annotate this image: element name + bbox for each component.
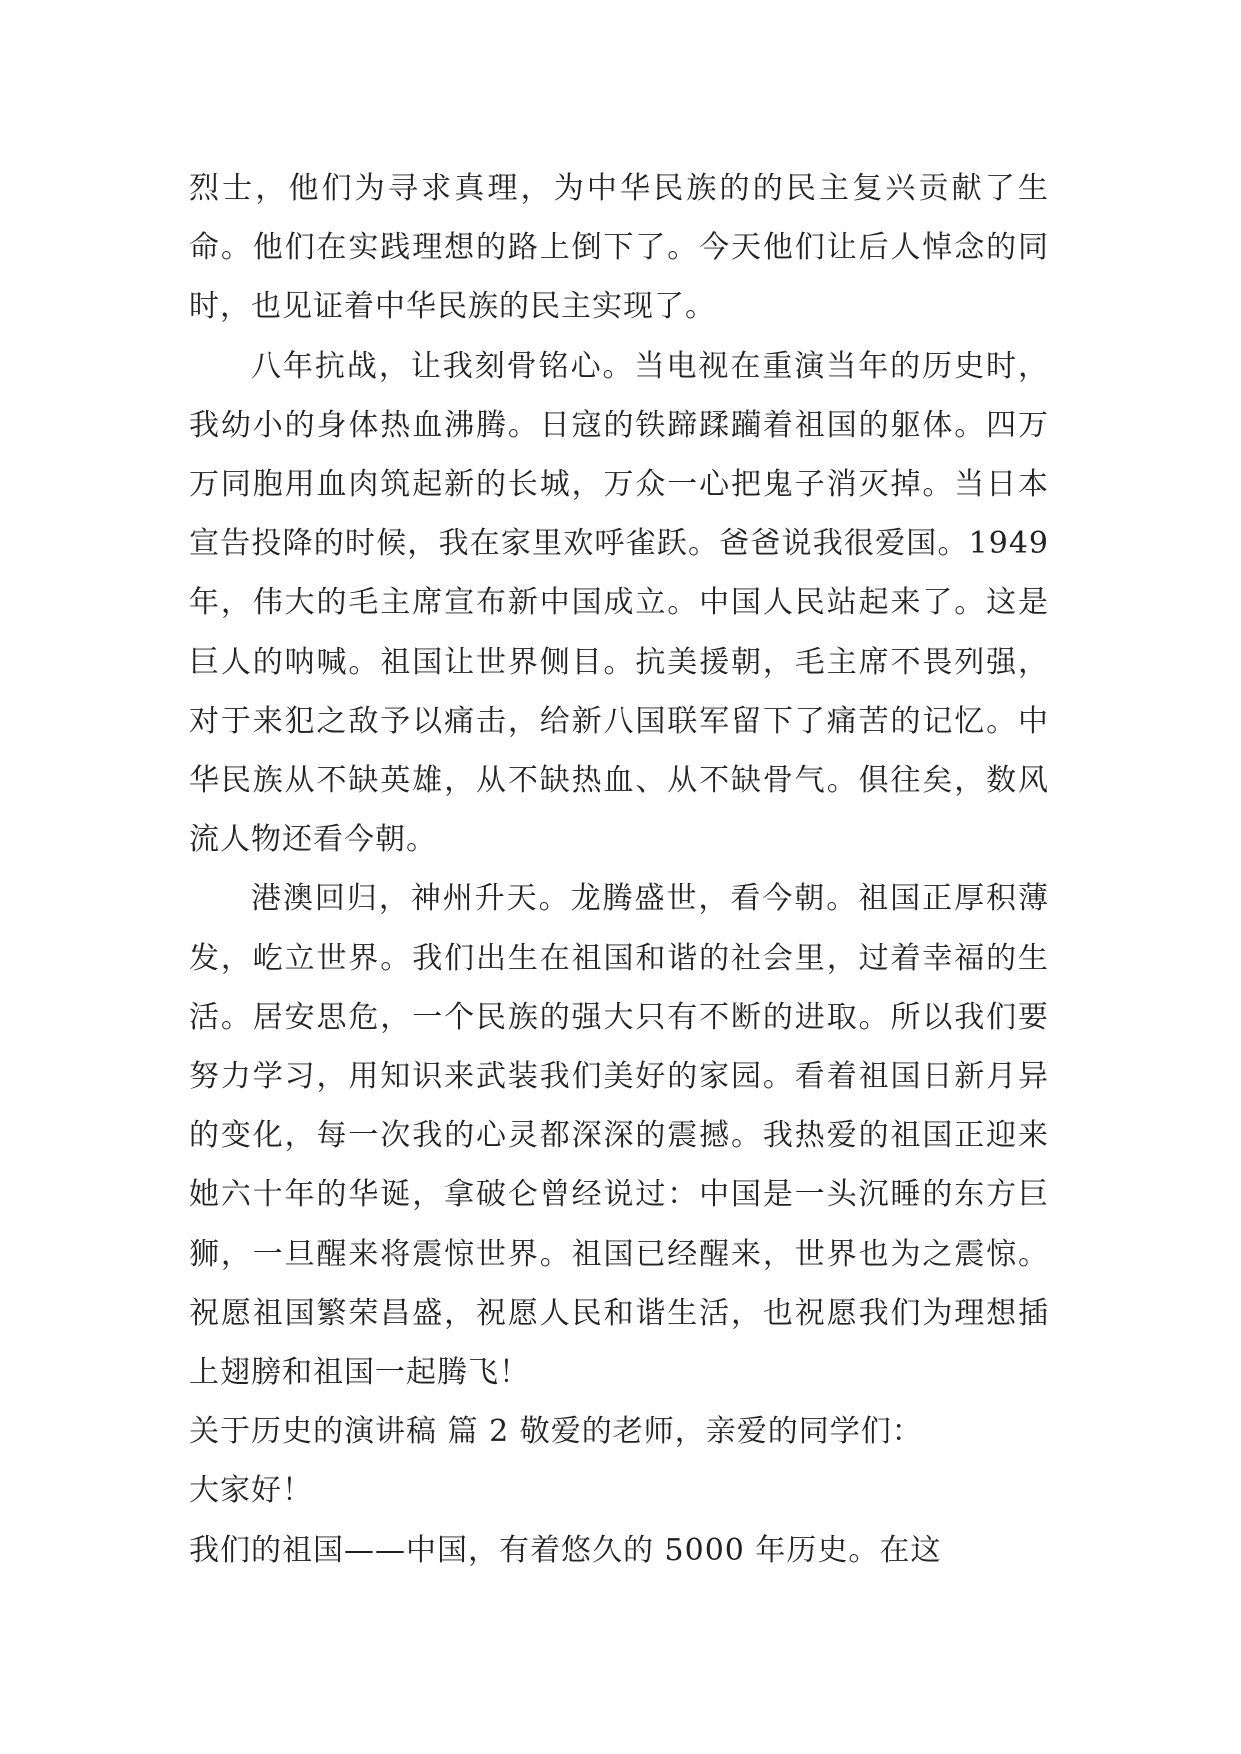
document-body: [189, 159, 1049, 1580]
greeting-line: 大家好！: [189, 1473, 313, 1509]
paragraph-history-intro: 我们的祖国——中国，有着悠久的 5000 年历史。在这: [189, 1532, 942, 1568]
speech-2-heading: 关于历史的演讲稿 篇 2 敬爱的老师，亲爱的同学们：: [189, 1414, 923, 1450]
paragraph-rise-of-china: 港澳回归，神州升天。龙腾盛世，看今朝。祖国正厚积薄发，屹立世界。我们出生在祖国和谐的社会里，过着幸福的生活。居安思危，一个民族的强大只有不断的进取。所以我们要努力学习，用知识来武装我们美好的家园。看着祖国日新月异的变化，每一次我的心灵都深深的震撼。我热爱的祖国正迎来她六十年的华诞，拿破仑曾经说过：中国是一头沉睡的东方巨狮，一旦醒来将震惊世界。祖国已经醒来，世界也为之震惊。祝愿祖国繁荣昌盛，祝愿人民和谐生活，也祝愿我们为理想插上翅膀和祖国一起腾飞！: [189, 881, 1049, 1391]
paragraph-martyrs: 烈士，他们为寻求真理，为中华民族的的民主复兴贡献了生命。他们在实践理想的路上倒下了。今天他们让后人悼念的同时，也见证着中华民族的民主实现了。: [189, 171, 1049, 325]
paragraph-war-of-resistance: 八年抗战，让我刻骨铭心。当电视在重演当年的历史时，我幼小的身体热血沸腾。日寇的铁蹄蹂躏着祖国的躯体。四万万同胞用血肉筑起新的长城，万众一心把鬼子消灭掉。当日本宣告投降的时候，我在家里欢呼雀跃。爸爸说我很爱国。1949 年，伟大的毛主席宣布新中国成立。中国人民站起来了。这是巨人的呐喊。祖国让世界侧目。抗美援朝，毛主席不畏列强，对于来犯之敌予以痛击，给新八国联军留下了痛苦的记忆。中华民族从不缺英雄，从不缺热血、从不缺骨气。俱往矣，数风流人物还看今朝。: [189, 348, 1049, 858]
